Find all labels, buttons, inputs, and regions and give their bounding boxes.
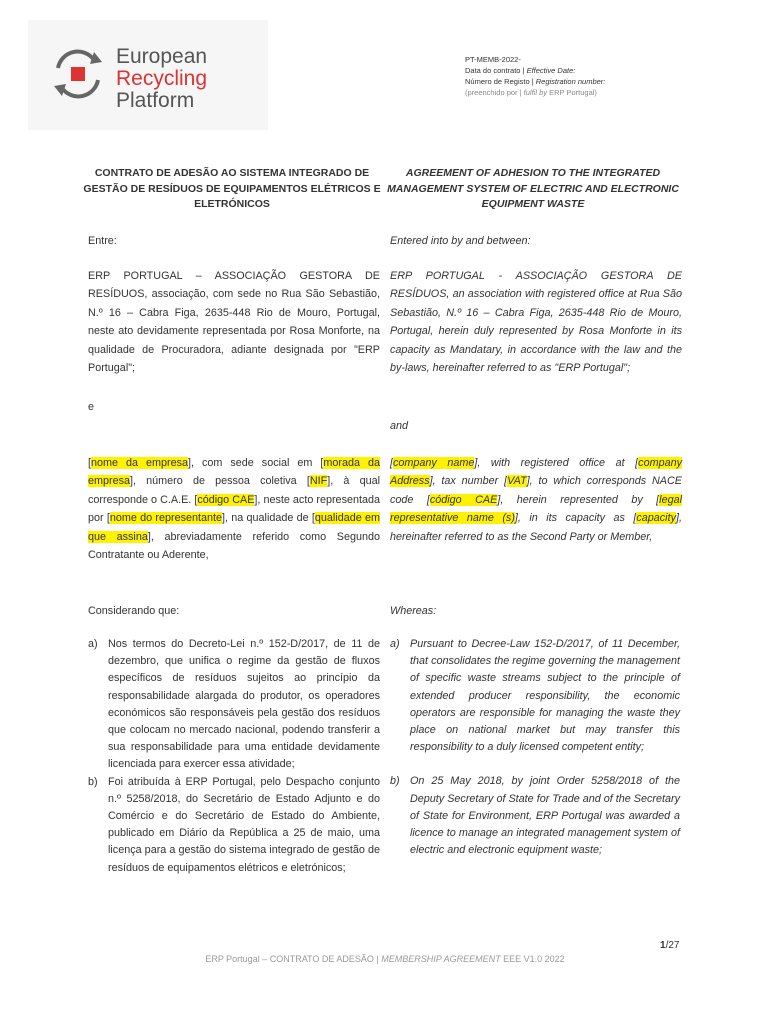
placeholder-representative-en[interactable]: legal representative name (s) (390, 493, 682, 525)
title-en: AGREEMENT OF ADHESION TO THE INTEGRATED MANAGEMENT SYSTEM OF ELECTRIC AND ELECTRONIC EQUIPMENT WASTE (387, 167, 679, 210)
title-pt: CONTRATO DE ADESÃO AO SISTEMA INTEGRADO DE GESTÃO DE RESÍDUOS DE EQUIPAMENTOS ELÉTRICOS E ELETRÓNICOS (83, 167, 381, 210)
placeholder-representative[interactable]: nome do representante (109, 512, 223, 525)
placeholder-cae-en[interactable]: código CAE (429, 493, 498, 506)
party2-pt: [nome da empresa], com sede social em [morada da empresa], número de pessoa coletiva [NIF], à qual corresponde o C.A.E. [código CAE], neste acto representada por [nome do representante], na qualidade de [qualidade em que assina], abreviadamente referido como Segundo Contratante ou Aderente, (88, 457, 380, 562)
and-en: and (390, 420, 409, 432)
party2-en: [company name], with registered office at [company Address], tax number [VAT], to which corresponds NACE code [código CAE], herein represented by [legal representative name (s)], in its capacity as [capacity], hereinafter referred to as the Second Party or Member, (390, 457, 682, 543)
recycling-arrows-icon (50, 46, 106, 102)
page-number: 1/27 (660, 940, 680, 951)
placeholder-company-name[interactable]: nome da empresa (91, 457, 189, 469)
and-pt: e (88, 401, 95, 413)
placeholder-vat-en[interactable]: VAT (507, 475, 527, 488)
fill-note: (preenchido por | fulfil by ERP Portugal) (465, 88, 597, 97)
party1-pt: ERP PORTUGAL – ASSOCIAÇÃO GESTORA DE RESÍDUOS, associação, com sede no Rua São Sebastião, N.º 16 – Cabra Figa, 2635-448 Rio de Mouro, Portugal, neste ato devidamente representada por Rosa Monforte, na qualidade de Procuradora, adiante designada por "ERP Portugal"; (88, 270, 380, 375)
party1-en: ERP PORTUGAL - ASSOCIAÇÃO GESTORA DE RESÍDUOS, an association with registered office at Rua São Sebastião, N.º 16 – Cabra Figa, 2635-448 Rio de Mouro, Portugal, herein duly represented by Rosa Monforte in its capacity as Mandatary, in accordance with the law and the by-laws, hereinafter referred to as "ERP Portugal"; (390, 270, 682, 375)
effective-date: Data do contrato | Effective Date: (465, 66, 576, 75)
list-item: a) Nos termos do Decreto-Lei n.º 152-D/2017, de 11 de dezembro, que unifica o regime da gestão de fluxos específicos de resíduos sujeitos ao princípio da responsabilidade alargada do produtor, os operadores económicos são responsáveis pela gestão dos resíduos que colocam no mercado nacional, podendo transferir a sua responsabilidade para uma entidade devidamente licenciada para exercer essa atividade; (88, 638, 380, 771)
list-item: b) On 25 May 2018, by joint Order 5258/2018 of the Deputy Secretary of State for Trade and of the Secretary of State for Environment, ERP Portugal was awarded a licence to manage an integrated management system of electric and electronic equipment waste; (390, 775, 680, 857)
logo (28, 20, 268, 130)
whereas-list-pt (88, 636, 380, 877)
logo-line-1: European (116, 45, 208, 68)
considering-en: Whereas: (390, 605, 437, 617)
placeholder-capacity-en[interactable]: capacity (636, 512, 676, 525)
placeholder-cae[interactable]: código CAE (197, 493, 255, 506)
placeholder-company-name-en[interactable]: company name (393, 457, 475, 469)
entre-pt: Entre: (88, 235, 117, 247)
logo-text (116, 46, 207, 112)
contract-ref: PT-MEMB-2022- (465, 55, 521, 64)
logo-line-2: Recycling (116, 67, 208, 90)
contract-meta (465, 54, 605, 98)
logo-line-3: Platform (116, 89, 195, 112)
whereas-list-en (390, 636, 680, 859)
footer: ERP Portugal – CONTRATO DE ADESÃO | MEMBERSHIP AGREEMENT EEE V1.0 2022 (205, 954, 565, 964)
considering-pt: Considerando que: (88, 605, 180, 617)
placeholder-company-address[interactable]: morada da empresa (88, 457, 380, 488)
placeholder-nif[interactable]: NIF (309, 475, 328, 488)
entre-en: Entered into by and between: (390, 235, 531, 247)
list-item: a) Pursuant to Decree-Law 152-D/2017, of 11 December, that consolidates the regime governing the management of specific waste streams subject to the principle of extended producer responsibility, the economic operators are responsible for managing the waste they place on national market but may transfer this responsibility to a duly licensed competent entity; (390, 638, 680, 754)
registration-number: Número de Registo | Registration number: (465, 77, 606, 86)
list-item: b) Foi atribuída à ERP Portugal, pelo Despacho conjunto n.º 5258/2018, do Secretário de Estado Adjunto e do Comércio e do Secretário de Estado do Ambiente, publicado em Diário da República a 25 de maio, uma licença para a gestão do sistema integrado de gestão de resíduos de equipamentos elétricos e eletrónicos; (88, 775, 380, 874)
placeholder-capacity[interactable]: qualidade em que assina (88, 512, 380, 543)
placeholder-company-address-en[interactable]: company Address (390, 457, 682, 488)
